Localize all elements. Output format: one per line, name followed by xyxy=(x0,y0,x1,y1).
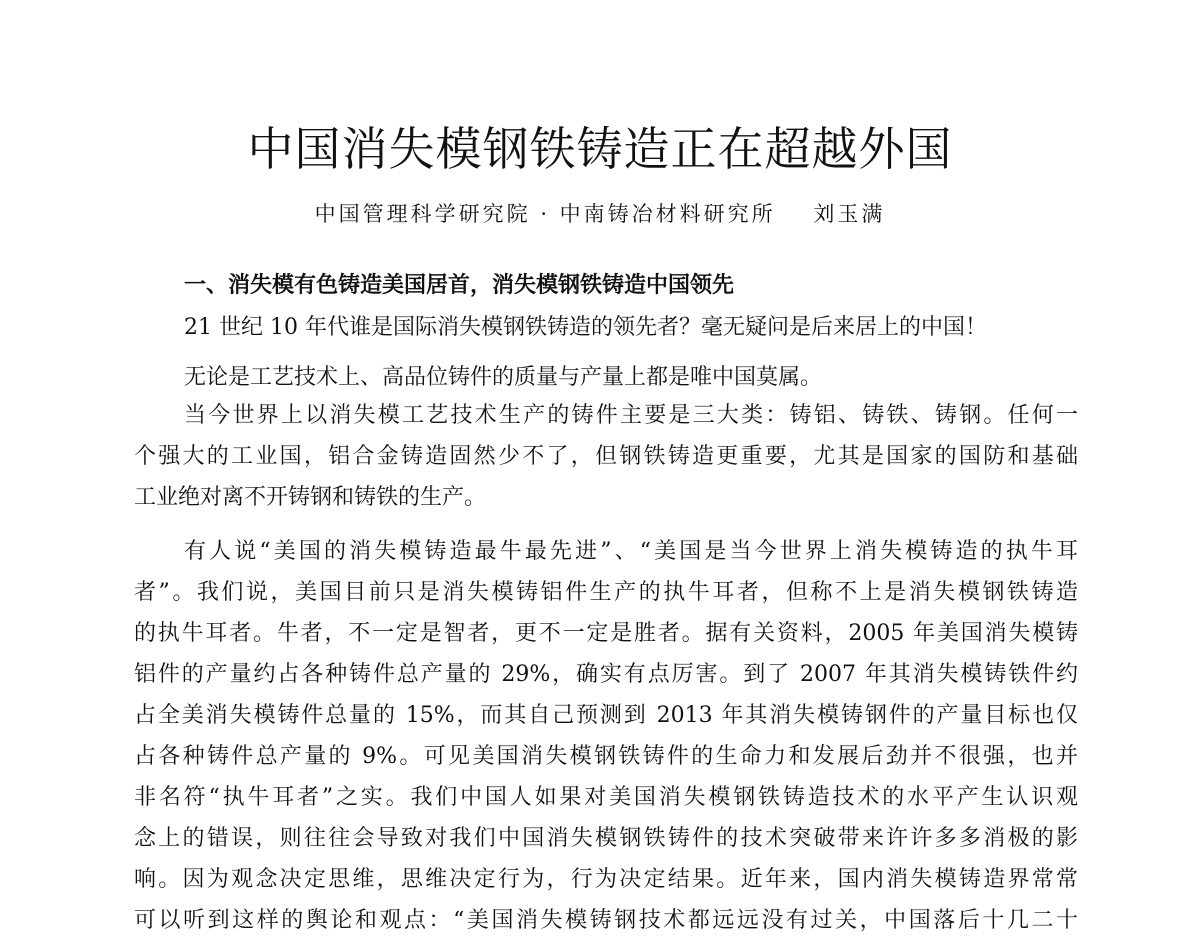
body-line: 当今世界上以消失模工艺技术生产的铸件主要是三大类：铸铝、铸铁、铸钢。任何一 xyxy=(184,403,1078,428)
body-line: 可以听到这样的舆论和观点：“美国消失模铸钢技术都远远没有过关，中国落后十几二十 xyxy=(134,908,1078,933)
body-line: 个强大的工业国，铝合金铸造固然少不了，但钢铁铸造更重要，尤其是国家的国防和基础 xyxy=(134,444,1078,469)
body-line: 工业绝对离不开铸钢和铸铁的生产。 xyxy=(134,485,487,510)
section-heading: 一、消失模有色铸造美国居首，消失模钢铁铸造中国领先 xyxy=(184,273,735,298)
body-line: 铝件的产量约占各种铸件总产量的 29%，确实有点厉害。到了 2007 年其消失模铸铁件约 xyxy=(134,662,1078,687)
body-line: 无论是工艺技术上、高品位铸件的质量与产量上都是唯中国莫属。 xyxy=(184,365,823,390)
body-line: 占各种铸件总产量的 9%。可见美国消失模钢铁铸件的生命力和发展后劲并不很强，也并 xyxy=(134,744,1078,769)
body-line: 的执牛耳者。牛者，不一定是智者，更不一定是胜者。据有关资料，2005 年美国消失模铸 xyxy=(134,621,1078,646)
byline xyxy=(0,196,1200,232)
body-line: 有人说“美国的消失模铸造最牛最先进”、“美国是当今世界上消失模铸造的执牛耳 xyxy=(184,539,1078,564)
body-line: 21 世纪 10 年代谁是国际消失模钢铁铸造的领先者？毫无疑问是后来居上的中国！ xyxy=(184,315,987,340)
author-affiliation: 中国管理科学研究院 · 中南铸冶材料研究所 xyxy=(314,202,776,226)
author-name: 刘玉满 xyxy=(813,202,886,226)
body-line: 响。因为观念决定思维，思维决定行为，行为决定结果。近年来，国内消失模铸造界常常 xyxy=(134,867,1078,892)
body-line: 者”。我们说，美国目前只是消失模铸铝件生产的执牛耳者，但称不上是消失模钢铁铸造 xyxy=(134,580,1078,605)
document-title: 中国消失模钢铁铸造正在超越外国 xyxy=(247,121,953,176)
body-line: 非名符“执牛耳者”之实。我们中国人如果对美国消失模钢铁铸造技术的水平产生认识观 xyxy=(134,785,1078,810)
body-line: 念上的错误，则往往会导致对我们中国消失模钢铁铸件的技术突破带来许许多多消极的影 xyxy=(134,826,1078,851)
body-line: 占全美消失模铸件总量的 15%，而其自己预测到 2013 年其消失模铸钢件的产量目标也仅 xyxy=(134,703,1078,728)
